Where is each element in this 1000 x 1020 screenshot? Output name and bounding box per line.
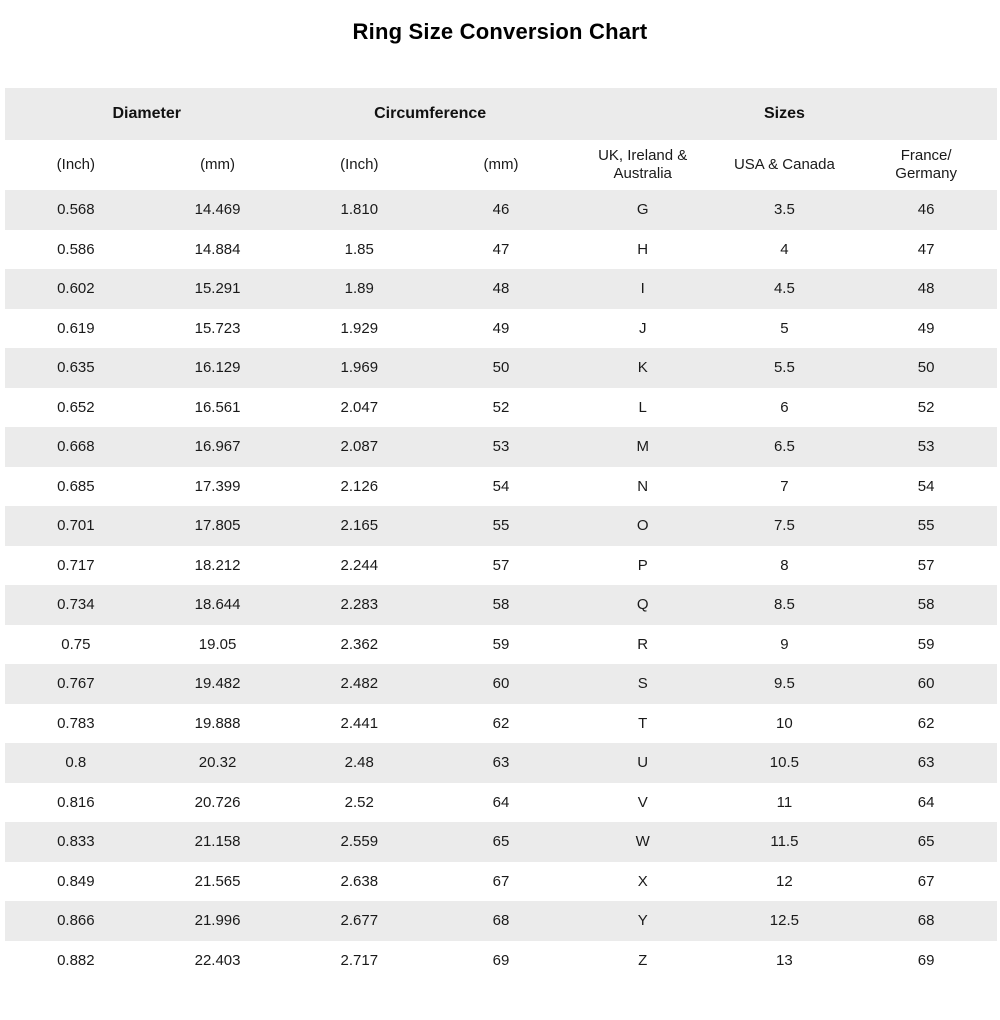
table-cell: S (637, 675, 648, 693)
table-cell: 2.441 (340, 714, 379, 732)
table-cell: 12 (776, 872, 793, 890)
table-cell: 7.5 (773, 517, 795, 535)
table-cell: V (637, 793, 648, 811)
table-cell: 65 (917, 833, 935, 851)
table-cell: 4 (780, 240, 789, 258)
table-cell: 0.717 (57, 556, 95, 574)
table-cell: J (638, 319, 647, 337)
table-cell: 10 (776, 714, 793, 732)
table-cell: 2.559 (340, 833, 379, 851)
table-cell: 2.087 (340, 438, 379, 456)
table-row (5, 704, 997, 744)
table-cell: H (637, 240, 649, 258)
table-cell: 69 (492, 951, 510, 969)
column-header-circumference-inch: (Inch) (340, 156, 379, 173)
group-header-sizes: Sizes (763, 105, 805, 122)
table-cell: 68 (492, 912, 510, 930)
table-cell: 47 (917, 240, 935, 258)
table-row (5, 783, 997, 823)
table-cell: 9.5 (773, 675, 795, 693)
table-row (5, 467, 997, 507)
column-header-circumference-mm: (mm) (483, 156, 519, 173)
table-cell: 21.158 (194, 833, 241, 851)
table-cell: I (640, 280, 645, 298)
table-cell: 54 (917, 477, 935, 495)
table-cell: 0.849 (57, 872, 95, 890)
table-cell: M (636, 438, 649, 456)
table-cell: 49 (917, 319, 935, 337)
table-cell: 15.723 (194, 319, 241, 337)
table-row (5, 388, 997, 428)
table-cell: 21.565 (194, 872, 241, 890)
table-cell: 13 (776, 951, 793, 969)
table-row (5, 743, 997, 783)
table-cell: 59 (492, 635, 510, 653)
table-cell: 19.05 (198, 635, 237, 653)
table-cell: 64 (917, 793, 935, 811)
table-cell: 0.75 (61, 635, 91, 653)
table-row (5, 664, 997, 704)
table-cell: 0.685 (57, 477, 95, 495)
table-cell: 63 (917, 754, 935, 772)
table-cell: T (638, 714, 648, 732)
table-cell: 20.726 (194, 793, 241, 811)
table-cell: 18.212 (194, 556, 241, 574)
table-cell: 67 (917, 872, 935, 890)
table-cell: 20.32 (198, 754, 237, 772)
table-cell: 6.5 (773, 438, 795, 456)
table-cell: 2.244 (340, 556, 379, 574)
table-cell: 10.5 (769, 754, 799, 772)
group-header-circumference: Circumference (374, 105, 487, 122)
table-header (5, 88, 997, 190)
column-header-france-germany: France/ Germany (895, 147, 957, 182)
table-cell: O (636, 517, 649, 535)
table-cell: 12.5 (769, 912, 799, 930)
table-cell: 4.5 (773, 280, 795, 298)
table-cell: N (637, 477, 649, 495)
table-cell: 22.403 (194, 951, 241, 969)
table-cell: 16.967 (194, 438, 241, 456)
table-cell: 0.668 (57, 438, 95, 456)
table-cell: 49 (492, 319, 510, 337)
table-cell: 58 (492, 596, 510, 614)
table-cell: 21.996 (194, 912, 241, 930)
table-cell: P (637, 556, 648, 574)
page-title: Ring Size Conversion Chart (352, 19, 648, 44)
table-cell: Q (636, 596, 649, 614)
table-cell: 53 (492, 438, 510, 456)
table-cell: 0.568 (57, 201, 95, 219)
table-cell: 2.482 (340, 675, 379, 693)
table-row (5, 625, 997, 665)
group-header-row (5, 88, 997, 140)
table-body (5, 190, 997, 980)
table-cell: 1.969 (340, 359, 379, 377)
table-cell: R (637, 635, 649, 653)
table-cell: 0.816 (57, 793, 95, 811)
table-cell: 63 (492, 754, 510, 772)
table-cell: 64 (492, 793, 510, 811)
table-row (5, 190, 997, 230)
table-cell: 0.882 (57, 951, 95, 969)
table-row (5, 822, 997, 862)
table-cell: 11 (776, 793, 793, 811)
table-cell: 69 (917, 951, 935, 969)
table-cell: 14.469 (194, 201, 241, 219)
table-cell: 0.701 (57, 517, 95, 535)
ring-size-conversion-table (5, 88, 997, 980)
table-cell: Z (638, 951, 648, 969)
table-row (5, 585, 997, 625)
table-row (5, 901, 997, 941)
table-cell: 0.635 (57, 359, 95, 377)
table-cell: 60 (917, 675, 935, 693)
table-cell: 1.810 (340, 201, 379, 219)
table-cell: 62 (492, 714, 510, 732)
table-cell: K (637, 359, 648, 377)
table-cell: 1.929 (340, 319, 379, 337)
table-cell: 46 (917, 201, 935, 219)
table-cell: 0.783 (57, 714, 95, 732)
table-cell: 2.047 (340, 398, 379, 416)
group-header-diameter: Diameter (112, 105, 181, 122)
table-row (5, 427, 997, 467)
table-cell: 62 (917, 714, 935, 732)
table-cell: 5 (780, 319, 789, 337)
table-cell: 0.833 (57, 833, 95, 851)
table-cell: 47 (492, 240, 510, 258)
table-cell: 0.767 (57, 675, 95, 693)
table-cell: 60 (492, 675, 510, 693)
table-cell: 8.5 (773, 596, 795, 614)
table-cell: 50 (492, 359, 510, 377)
table-cell: W (635, 833, 650, 851)
table-cell: U (637, 754, 649, 772)
table-cell: 11.5 (770, 833, 799, 851)
table-cell: 16.561 (194, 398, 241, 416)
table-cell: Y (637, 912, 648, 930)
table-cell: 55 (917, 517, 935, 535)
column-header-diameter-inch: (Inch) (56, 156, 96, 173)
table-cell: 2.126 (340, 477, 379, 495)
table-cell: 0.652 (57, 398, 95, 416)
table-cell: 8 (780, 556, 789, 574)
table-cell: 7 (780, 477, 789, 495)
table-row (5, 309, 997, 349)
table-cell: 65 (492, 833, 510, 851)
table-cell: 1.89 (344, 280, 374, 298)
column-header-diameter-mm: (mm) (200, 156, 236, 173)
table-cell: 2.48 (344, 754, 374, 772)
table-row (5, 862, 997, 902)
table-cell: L (638, 398, 647, 416)
table-cell: 18.644 (194, 596, 241, 614)
table-cell: 2.165 (340, 517, 379, 535)
table-cell: 57 (492, 556, 510, 574)
table-cell: 2.362 (340, 635, 379, 653)
table-cell: 2.283 (340, 596, 379, 614)
table-cell: 2.52 (344, 793, 374, 811)
table-cell: 1.85 (344, 240, 374, 258)
table-row (5, 506, 997, 546)
table-cell: 55 (492, 517, 510, 535)
table-cell: 17.399 (194, 477, 241, 495)
table-cell: 58 (917, 596, 935, 614)
table-row (5, 941, 997, 981)
table-cell: 48 (492, 280, 510, 298)
table-cell: G (636, 201, 649, 219)
table-cell: 0.586 (57, 240, 95, 258)
table-row (5, 269, 997, 309)
table-cell: 68 (917, 912, 935, 930)
table-cell: 50 (917, 359, 935, 377)
table-row (5, 546, 997, 586)
column-header-row (5, 140, 997, 190)
table-cell: 2.677 (340, 912, 379, 930)
table-cell: 15.291 (194, 280, 241, 298)
table-cell: 0.602 (57, 280, 95, 298)
table-cell: 52 (917, 398, 935, 416)
table-cell: 14.884 (194, 240, 241, 258)
table-cell: 57 (917, 556, 935, 574)
table-cell: 67 (492, 872, 510, 890)
table-cell: 59 (917, 635, 935, 653)
table-cell: 17.805 (194, 517, 241, 535)
table-cell: 54 (492, 477, 510, 495)
table-cell: X (637, 872, 648, 890)
table-cell: 0.734 (57, 596, 95, 614)
table-cell: 0.619 (57, 319, 95, 337)
table-cell: 52 (492, 398, 510, 416)
table-cell: 19.482 (194, 675, 241, 693)
table-row (5, 230, 997, 270)
table-cell: 5.5 (773, 359, 795, 377)
table-cell: 19.888 (194, 714, 241, 732)
column-header-uk-ireland-australia: UK, Ireland & Australia (598, 147, 688, 182)
column-header-usa-canada: USA & Canada (733, 156, 835, 173)
table-cell: 16.129 (194, 359, 241, 377)
table-cell: 3.5 (773, 201, 795, 219)
table-cell: 53 (917, 438, 935, 456)
table-cell: 2.638 (340, 872, 379, 890)
table-cell: 6 (780, 398, 789, 416)
table-cell: 0.866 (57, 912, 95, 930)
table-cell: 48 (917, 280, 935, 298)
table-cell: 0.8 (65, 754, 87, 772)
table-row (5, 348, 997, 388)
table-cell: 2.717 (340, 951, 379, 969)
table-cell: 46 (492, 201, 510, 219)
table-cell: 9 (780, 635, 789, 653)
